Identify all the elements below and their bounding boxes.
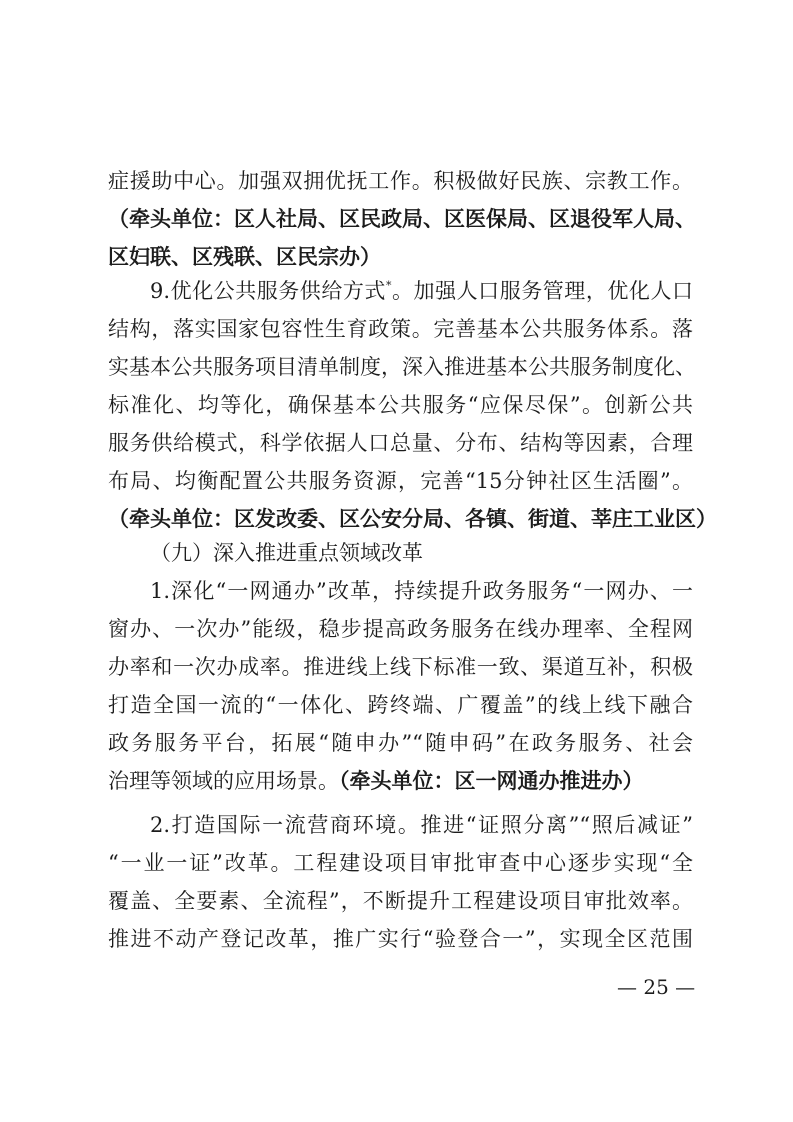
text-line-15: 打造全国一流的“一体化、跨终端、广覆盖”的线上线下融合 bbox=[108, 693, 693, 717]
text-line-1: 症援助中心。加强双拥优抚工作。积极做好民族、宗教工作。 bbox=[108, 169, 693, 193]
text-line-17-body: 治理等领域的应用场景。 bbox=[108, 769, 339, 793]
text-line-13: 窗办、一次办”能级，稳步提高政务服务在线办理率、全程网 bbox=[108, 617, 693, 641]
text-line-7: 标准化、均等化，确保基本公共服务“应保尽保”。创新公共 bbox=[108, 393, 693, 417]
text-line-9: 布局、均衡配置公共服务资源，完善“15分钟社区生活圈”。 bbox=[108, 469, 693, 493]
lead-units-net-office: （牵头单位：区一网通办推进办） bbox=[339, 768, 644, 793]
text-line-17 bbox=[108, 762, 693, 800]
text-line-8: 服务供给模式，科学依据人口总量、分布、结构等因素，合理 bbox=[108, 431, 693, 455]
paragraph-9-title: 9.优化公共服务供给方式 bbox=[150, 279, 386, 303]
text-line-21: 推进不动产登记改革，推广实行“验登合一”，实现全区范围 bbox=[108, 927, 693, 951]
text-line-16: 政务服务平台，拓展“随申办”“随申码”在政务服务、社会 bbox=[108, 731, 693, 755]
text-line-10-lead-units: （牵头单位：区发改委、区公安分局、各镇、街道、莘庄工业区） bbox=[108, 506, 717, 531]
text-line-2-lead-units: （牵头单位：区人社局、区民政局、区医保局、区退役军人局、 bbox=[108, 206, 696, 231]
paragraph-2-first-line: 2.打造国际一流营商环境。推进“证照分离”“照后减证” bbox=[150, 813, 693, 837]
asterisk-marker: * bbox=[385, 279, 392, 292]
paragraph-1-first-line: 1.深化“一网通办”改革，持续提升政务服务“一网办、一 bbox=[150, 579, 693, 603]
text-line-3-lead-units: 区妇联、区残联、区民宗办） bbox=[108, 244, 381, 269]
text-line-19: “一业一证”改革。工程建设项目审批审查中心逐步实现“全 bbox=[108, 851, 693, 875]
text-line-6: 实基本公共服务项目清单制度，深入推进基本公共服务制度化、 bbox=[108, 355, 696, 379]
section-heading-9: （九）深入推进重点领域改革 bbox=[150, 541, 423, 565]
paragraph-9-first-line bbox=[150, 272, 693, 310]
text-line-5: 结构，落实国家包容性生育政策。完善基本公共服务体系。落 bbox=[108, 317, 693, 341]
text-line-14: 办率和一次办成率。推进线上线下标准一致、渠道互补，积极 bbox=[108, 655, 693, 679]
page-number: — 25 — bbox=[617, 975, 696, 999]
paragraph-9-first-line-rest: 。加强人口服务管理，优化人口 bbox=[391, 279, 694, 303]
text-line-20: 覆盖、全要素、全流程”，不断提升工程建设项目审批效率。 bbox=[108, 889, 693, 913]
